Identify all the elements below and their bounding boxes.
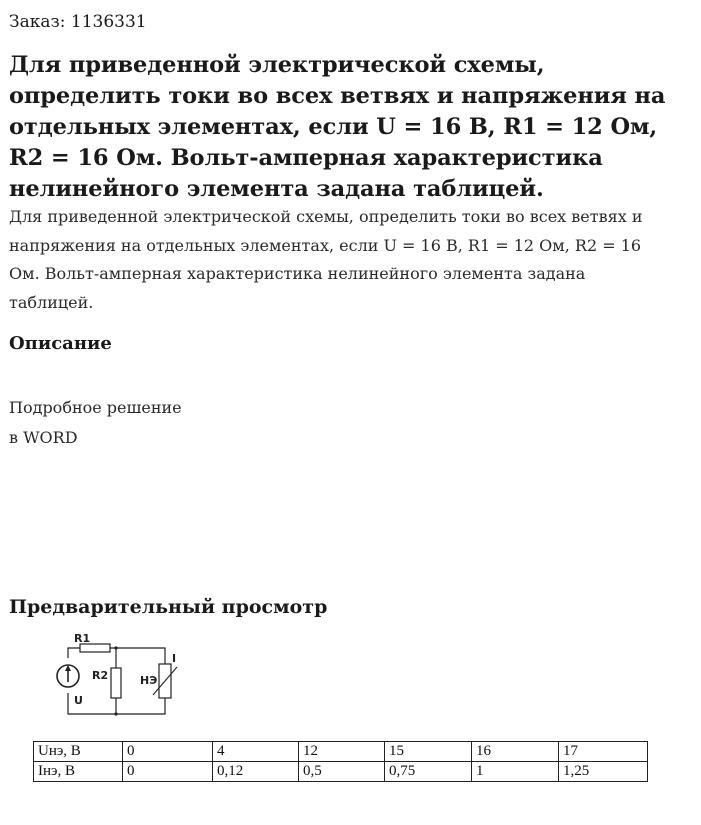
label-r1: R1: [74, 632, 91, 645]
node-dot: [114, 712, 117, 715]
table-row: [34, 762, 648, 782]
label-nonlinear: НЭ: [140, 674, 158, 687]
preview-title: Предварительный просмотр: [9, 596, 328, 618]
table-cell: 0: [123, 762, 213, 782]
label-current: I: [172, 652, 177, 665]
table-cell: 15: [385, 742, 472, 762]
table-row-header: Iнэ, В: [34, 762, 123, 782]
resistor-r2: [111, 668, 121, 698]
table-row: [34, 742, 648, 762]
table-cell: 0: [123, 742, 213, 762]
description-title: Описание: [9, 333, 112, 354]
order-number: Заказ: 1136331: [9, 12, 147, 32]
table-cell: 1: [472, 762, 559, 782]
label-r2: R2: [92, 669, 109, 682]
node-dot: [114, 646, 117, 649]
description-line: в WORD: [9, 427, 78, 447]
table-cell: 0,12: [213, 762, 299, 782]
table-cell: 0,5: [299, 762, 385, 782]
task-lead-text: Для приведенной электрической схемы, определить токи во всех ветвях и напряжения на отдельных элементах, если U = 16 В, R1 = 12 Ом, R2 = 16 Ом. Вольт-амперная характеристика нелинейного элемента задана таблицей.: [9, 207, 643, 312]
table-cell: 1,25: [559, 762, 648, 782]
description-text: [9, 393, 182, 452]
table-cell: 16: [472, 742, 559, 762]
table-row-header: Uнэ, В: [34, 742, 123, 762]
circuit-diagram: [40, 630, 190, 720]
page-title: Для приведенной электрической схемы, определить токи во всех ветвях и напряжения на отдельных элементах, если U = 16 В, R1 = 12 Ом, R2 = 16 Ом. Вольт-амперная характеристика нелинейного элемента задана таблицей.: [9, 52, 666, 202]
table-cell: 17: [559, 742, 648, 762]
label-source: U: [74, 694, 83, 707]
table-cell: 0,75: [385, 762, 472, 782]
description-line: Подробное решение: [9, 398, 182, 417]
resistor-r1: [80, 644, 110, 652]
table-cell: 12: [299, 742, 385, 762]
table-cell: 4: [213, 742, 299, 762]
iv-characteristic-table: [33, 741, 648, 782]
